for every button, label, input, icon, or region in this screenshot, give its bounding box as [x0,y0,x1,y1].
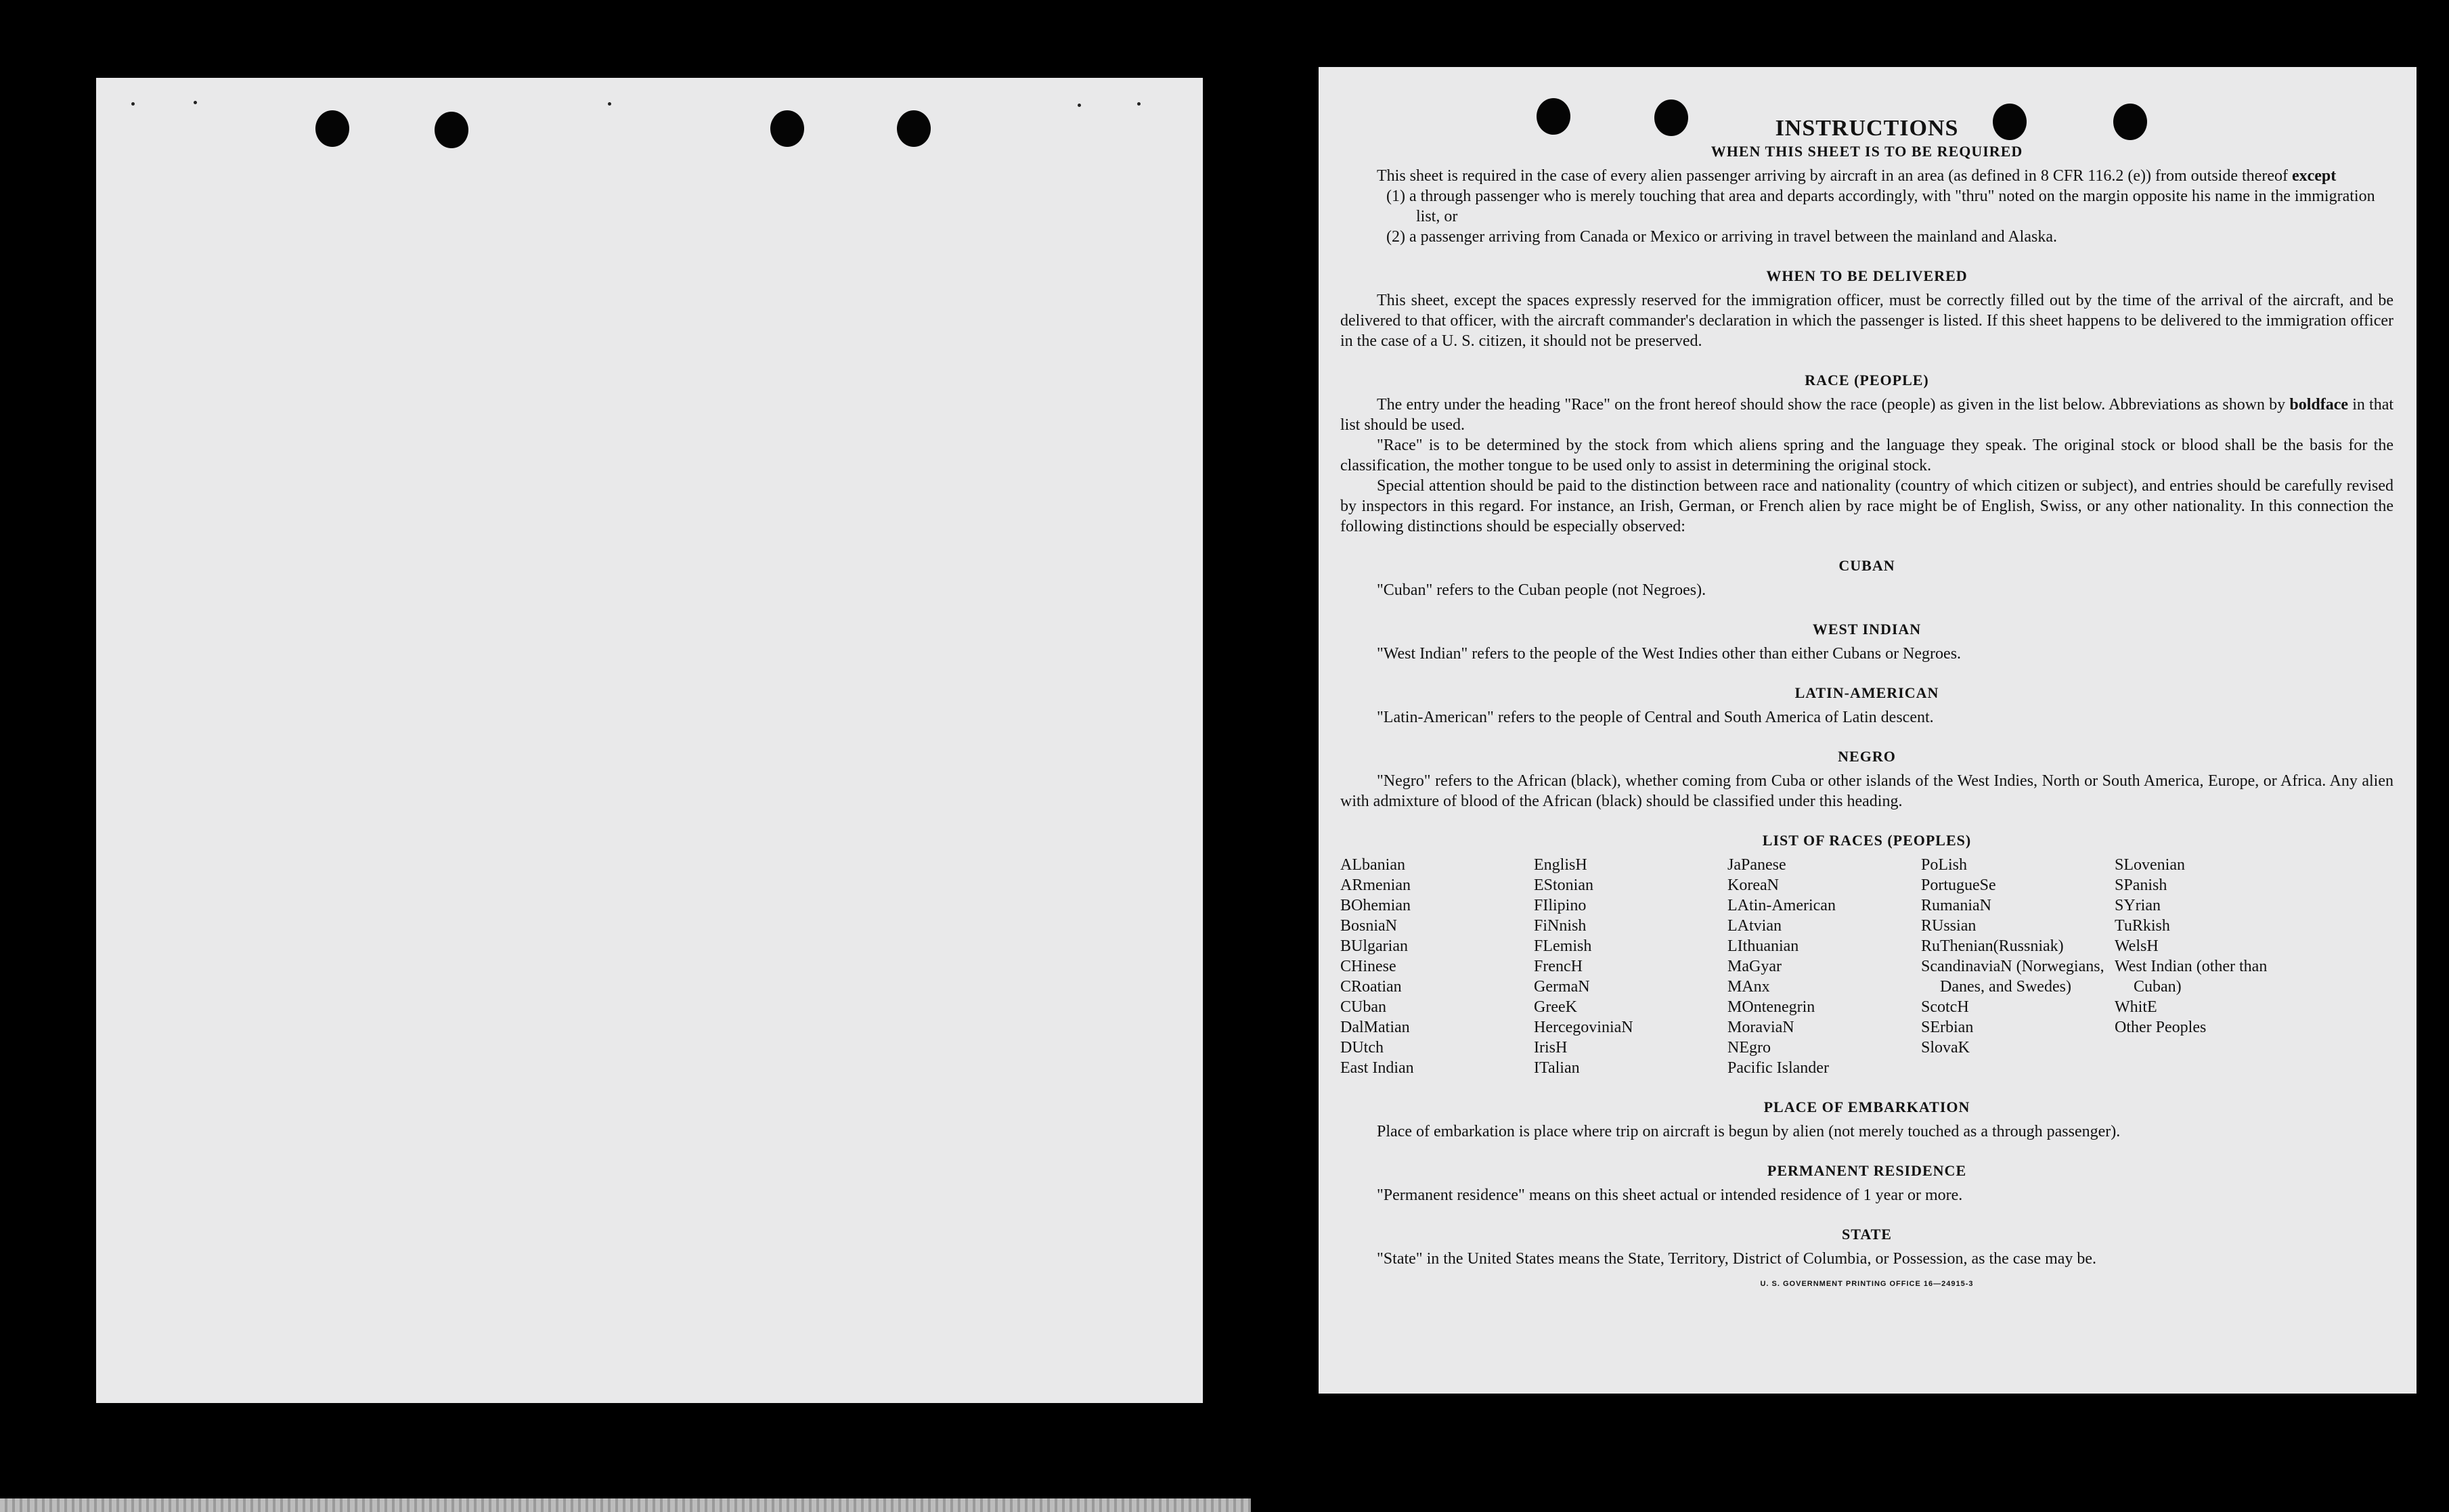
punch-hole [897,110,931,147]
race-entry: MoraviaN [1727,1019,1794,1036]
document-title: INSTRUCTIONS [1775,116,1959,141]
section-heading: STATE [1842,1226,1892,1243]
section-heading: PLACE OF EMBARKATION [1763,1098,1970,1115]
race-entry: SYrian [2115,897,2161,914]
instructions-page [1319,67,2417,1394]
race-entry: ScandinaviaN (Norwegians, Danes, and Swedes) [1921,958,2104,996]
printing-office-imprint: U. S. GOVERNMENT PRINTING OFFICE 16—24915-3 [1760,1280,1974,1288]
race-entry: TuRkish [2115,917,2170,935]
film-edge-strip [0,1498,1251,1512]
race-list [1340,855,2393,1078]
race-entry: SErbian [1921,1019,1974,1036]
race-entry: EnglisH [1534,856,1587,874]
section-heading: LIST OF RACES (PEOPLES) [1762,832,1972,849]
punch-hole [315,110,349,147]
race-entry: MAnx [1727,978,1770,996]
race-entry: SlovaK [1921,1039,1970,1057]
latin-american-paragraph: "Latin-American" refers to the people of Central and South America of Latin descent. [1377,709,1934,726]
race-entry: CRoatian [1340,978,1402,996]
race-entry: RuThenian(Russniak) [1921,937,2064,955]
race-entry: NEgro [1727,1039,1771,1057]
race-paragraph [1340,395,2393,435]
section-heading: PERMANENT RESIDENCE [1767,1162,1967,1179]
exception-item: (2) a passenger arriving from Canada or Mexico or arriving in travel between the mainland and Alaska. [1386,228,2057,246]
blank-page-left [96,78,1203,1403]
section-heading: RACE (PEOPLE) [1805,372,1929,388]
race-entry: CHinese [1340,958,1396,975]
race-entry: LIthuanian [1727,937,1799,955]
state-paragraph: "State" in the United States means the State, Territory, District of Columbia, or Possession, as the case may be. [1377,1250,2097,1268]
embarkation-paragraph: Place of embarkation is place where trip on aircraft is begun by alien (not merely touched as a through passenger). [1377,1123,2121,1140]
race-entry: ITalian [1534,1059,1580,1077]
race-text: The entry under the heading "Race" on the front hereof should show the race (people) as given in the list below. Abbreviations as shown by [1377,396,2286,414]
speck [608,102,611,106]
race-entry: ALbanian [1340,856,1405,874]
residence-paragraph: "Permanent residence" means on this sheet actual or intended residence of 1 year or more. [1377,1186,1963,1204]
section-heading: CUBAN [1838,557,1895,574]
section-heading: WEST INDIAN [1812,621,1922,638]
speck [1078,104,1081,107]
race-entry: WhitE [2115,998,2157,1016]
race-text: in that list should be used. [1340,396,2394,434]
section-heading: WHEN THIS SHEET IS TO BE REQUIRED [1711,143,2023,160]
race-entry: Pacific Islander [1727,1059,1829,1077]
cuban-paragraph: "Cuban" refers to the Cuban people (not Negroes). [1377,581,1706,599]
race-column [2115,855,2308,1078]
race-paragraph: Special attention should be paid to the distinction between race and nationality (country of which citizen or subject), and entries should be carefully revised by inspectors in this regard. For instance, an Irish, German, or French alien by race might be of English, Swiss, or any other nationality. In this connection the following distinctions should be especially observed: [1340,477,2393,535]
boldface-emphasis: boldface [2289,396,2349,414]
delivered-paragraph: This sheet, except the spaces expressly reserved for the immigration officer, must be correctly filled out by the time of the arrival of the aircraft, and be delivered to that officer, with the aircraft commander's declaration in which the passenger is listed. If this sheet happens to be delivered to the immigration officer in the case of a U. S. citizen, it should not be preserved. [1340,292,2393,350]
race-entry: MOntenegrin [1727,998,1815,1016]
race-entry: GreeK [1534,998,1577,1016]
race-entry: RUssian [1921,917,1977,935]
race-entry: CUban [1340,998,1386,1016]
race-column [1534,855,1727,1078]
race-paragraph: "Race" is to be determined by the stock from which aliens spring and the language they speak. The original stock or blood shall be the basis for the classification, the mother tongue to be used only to assist in determining the original stock. [1340,437,2393,474]
race-entry: SPanish [2115,876,2167,894]
instructions-content [1340,116,2393,1288]
west-indian-paragraph: "West Indian" refers to the people of the West Indies other than either Cubans or Negroes. [1377,645,1962,663]
race-column [1727,855,1921,1078]
race-entry: FIlipino [1534,897,1587,914]
race-entry: PoLish [1921,856,1968,874]
speck [1137,102,1141,106]
race-entry: FiNnish [1534,917,1587,935]
speck [131,102,135,106]
negro-paragraph: "Negro" refers to the African (black), whether coming from Cuba or other islands of the West Indies, North or South America, Europe, or Africa. Any alien with admixture of blood of the African (black) should be classified under this heading. [1340,772,2393,810]
race-entry: DalMatian [1340,1019,1410,1036]
race-entry: DUtch [1340,1039,1384,1057]
race-entry: ARmenian [1340,876,1411,894]
race-entry: WelsH [2115,937,2159,955]
race-entry: BUlgarian [1340,937,1408,955]
race-entry: HercegoviniaN [1534,1019,1633,1036]
race-entry: SLovenian [2115,856,2185,874]
exception-item: (1) a through passenger who is merely touching that area and departs accordingly, with "thru" noted on the margin opposite his name in the immigration list, or [1386,187,2375,225]
race-entry: RumaniaN [1921,897,1991,914]
race-entry: Other Peoples [2115,1019,2207,1036]
race-column [1340,855,1534,1078]
race-entry: MaGyar [1727,958,1782,975]
race-entry: PortugueSe [1921,876,1996,894]
race-entry: LAtin-American [1727,897,1836,914]
punch-hole [435,112,468,148]
race-entry: KoreaN [1727,876,1779,894]
race-entry: JaPanese [1727,856,1786,874]
section-heading: LATIN-AMERICAN [1794,684,1939,701]
required-text: This sheet is required in the case of every alien passenger arriving by aircraft in an area (as defined in 8 CFR 116.2 (e)) from outside thereof [1377,167,2288,185]
race-entry: ScotcH [1921,998,1969,1016]
punch-hole [770,110,804,147]
race-entry: BOhemian [1340,897,1411,914]
except-emphasis: except [2291,167,2337,185]
race-entry: BosniaN [1340,917,1397,935]
section-heading: WHEN TO BE DELIVERED [1766,267,1968,284]
race-entry: FrencH [1534,958,1583,975]
race-entry: East Indian [1340,1059,1414,1077]
section-heading: NEGRO [1838,748,1896,765]
race-entry: LAtvian [1727,917,1782,935]
race-entry: EStonian [1534,876,1593,894]
race-column [1921,855,2115,1078]
race-entry: West Indian (other than Cuban) [2115,958,2268,996]
race-entry: GermaN [1534,978,1590,996]
speck [194,101,197,104]
required-paragraph [1340,166,2393,186]
race-entry: IrisH [1534,1039,1568,1057]
race-entry: FLemish [1534,937,1592,955]
